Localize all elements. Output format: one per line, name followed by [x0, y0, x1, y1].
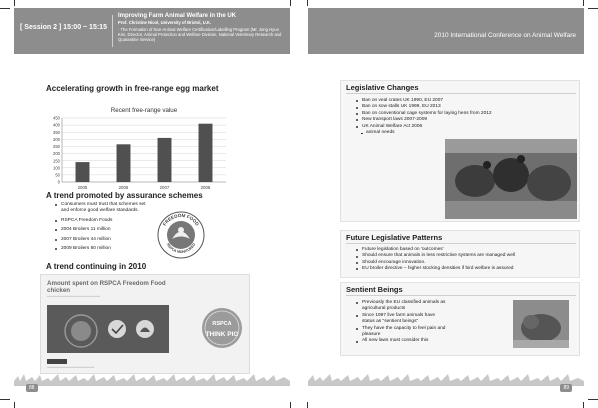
grass-decoration	[14, 372, 290, 386]
y-tick-label: 400	[53, 122, 60, 128]
box-title: Future Legislative Patterns	[346, 231, 576, 244]
crop-mark	[14, 402, 15, 408]
hens-photo	[445, 139, 577, 219]
crop-mark	[290, 0, 291, 6]
rspca-spending-panel	[40, 274, 250, 374]
session-label: [ Session 2 ] 15:00 ~ 15:15	[20, 24, 107, 31]
sentient-beings-box	[340, 282, 580, 356]
list-item: UK Animal Welfare Act 2006	[355, 124, 577, 130]
list-item: Future legislation based on 'outcomes'	[355, 247, 577, 253]
y-tick-label: 50	[55, 172, 60, 178]
crop-mark	[588, 8, 598, 9]
x-tick-label: 2007	[159, 185, 170, 190]
infographic-graphic	[47, 305, 169, 353]
talk-author: Prof. Christine Nicol, University of Bristol, U.K.	[118, 20, 212, 25]
list-item: Ban on veal crates UK 1990, EU 2007	[355, 98, 577, 104]
svg-text:FREEDOM FOOD: FREEDOM FOOD	[162, 212, 200, 227]
list-item: Ban on sow stalls UK 1999, EU 2013	[355, 104, 577, 110]
panel-title: Amount spent on RSPCA Freedom Food chicken	[47, 280, 166, 294]
chart-svg	[44, 104, 234, 194]
animal-photo	[513, 300, 569, 348]
y-tick-label: 300	[53, 136, 60, 142]
list-item: They have the capacity to feel pain and pleasure	[355, 326, 447, 339]
list-item: 2007 Broilers 44 million	[54, 237, 150, 243]
talk-note: · The Formation of Non-Animal Welfare Certification/Labelling Program (Mr. Jong Hyun Kim, Director, Animal Protection and Welfare Division, National Veterinary Research and Quarantine Service)	[118, 27, 282, 42]
panel-logo	[47, 359, 67, 364]
svg-text:THINK PIG: THINK PIG	[205, 331, 239, 338]
list-subitem: animal needs	[355, 130, 577, 136]
crop-mark	[588, 399, 598, 400]
svg-text:RSPCA: RSPCA	[212, 321, 232, 327]
crop-mark	[583, 0, 584, 6]
svg-text:RSPCA MONITORED: RSPCA MONITORED	[165, 242, 197, 255]
y-tick-label: 0	[57, 179, 60, 185]
assurance-bullets	[54, 202, 150, 252]
freedom-food-seal-icon	[156, 210, 206, 260]
sentient-bullets	[355, 300, 447, 345]
x-tick-label: 2005	[77, 185, 88, 190]
bar	[76, 162, 90, 182]
section-heading-growth: Accelerating growth in free-range egg market	[46, 84, 219, 93]
legislative-changes-box	[340, 80, 580, 222]
bar	[199, 124, 213, 182]
future-bullets	[355, 247, 577, 273]
y-tick-label: 450	[53, 115, 60, 121]
chart-title: Recent free-range value	[110, 107, 178, 114]
page-header	[14, 8, 290, 54]
list-item: Should ensure that animals in less restrictive systems are managed well	[355, 253, 577, 259]
list-item: Consumers must trust that schemes set and enforce good welfare standards.	[54, 202, 150, 215]
list-item: Since 1997 live farm animals have status as "sentient beings"	[355, 313, 447, 326]
list-item: Previously the EU classified animals as agricultural products	[355, 300, 447, 313]
talk-title: Improving Farm Animal Welfare in the UK	[118, 13, 237, 19]
y-tick-label: 150	[53, 158, 60, 164]
hens-image	[445, 139, 577, 219]
list-item: RSPCA Freedom Foods	[54, 218, 150, 224]
left-page	[14, 8, 290, 400]
crop-mark	[0, 8, 10, 9]
free-range-chart	[44, 104, 234, 194]
panel-text: ━━━━━━━━━━━━━━━━━━━━━━━━━━━━━━━━━━	[47, 295, 101, 298]
legislative-bullets	[355, 98, 577, 136]
think-pig-badge-icon	[201, 307, 243, 349]
header-divider	[112, 15, 113, 47]
right-page	[308, 8, 584, 400]
list-item: Ban on conventional cage systems for laying hens from 2012	[355, 111, 577, 117]
crop-mark	[583, 402, 584, 408]
talk-info	[118, 13, 286, 42]
crop-mark	[307, 402, 308, 408]
crop-mark	[307, 0, 308, 6]
grass-decoration	[308, 372, 584, 386]
section-heading-assurance: A trend promoted by assurance schemes	[46, 191, 203, 200]
crop-mark	[290, 402, 291, 408]
x-tick-label: 2008	[200, 185, 211, 190]
page-number: 89	[560, 384, 572, 392]
bar	[158, 138, 172, 182]
animal-image	[513, 300, 569, 348]
y-tick-label: 200	[53, 151, 60, 157]
bar	[117, 144, 131, 182]
y-tick-label: 250	[53, 144, 60, 150]
page-number: 88	[26, 384, 38, 392]
y-tick-label: 350	[53, 129, 60, 135]
panel-footnote: ━━━━━━━━━━━━━━━━━━━━━━━━━━━━━━━━━	[47, 366, 95, 369]
page-header	[308, 8, 584, 54]
box-title: Sentient Beings	[346, 283, 576, 296]
list-item: New transport laws 2007-2009	[355, 117, 577, 123]
panel-infographic	[47, 305, 169, 353]
list-item: Should encourage innovation.	[355, 260, 577, 266]
crop-mark	[14, 0, 15, 6]
list-item: All new laws must consider this	[355, 338, 447, 344]
crop-mark	[0, 399, 10, 400]
y-tick-label: 100	[53, 165, 60, 171]
section-heading-2010: A trend continuing in 2010	[46, 262, 147, 271]
future-patterns-box	[340, 230, 580, 278]
list-item: 2004 Broilers 11 million	[54, 227, 150, 233]
conference-title: 2010 International Conference on Animal Welfare	[434, 32, 576, 39]
list-item: 2009 Broilers 60 million	[54, 246, 150, 252]
list-item: EU broiler directive – higher stocking densities if bird welfare is assured	[355, 266, 577, 272]
box-title: Legislative Changes	[346, 81, 576, 94]
x-tick-label: 2006	[118, 185, 129, 190]
